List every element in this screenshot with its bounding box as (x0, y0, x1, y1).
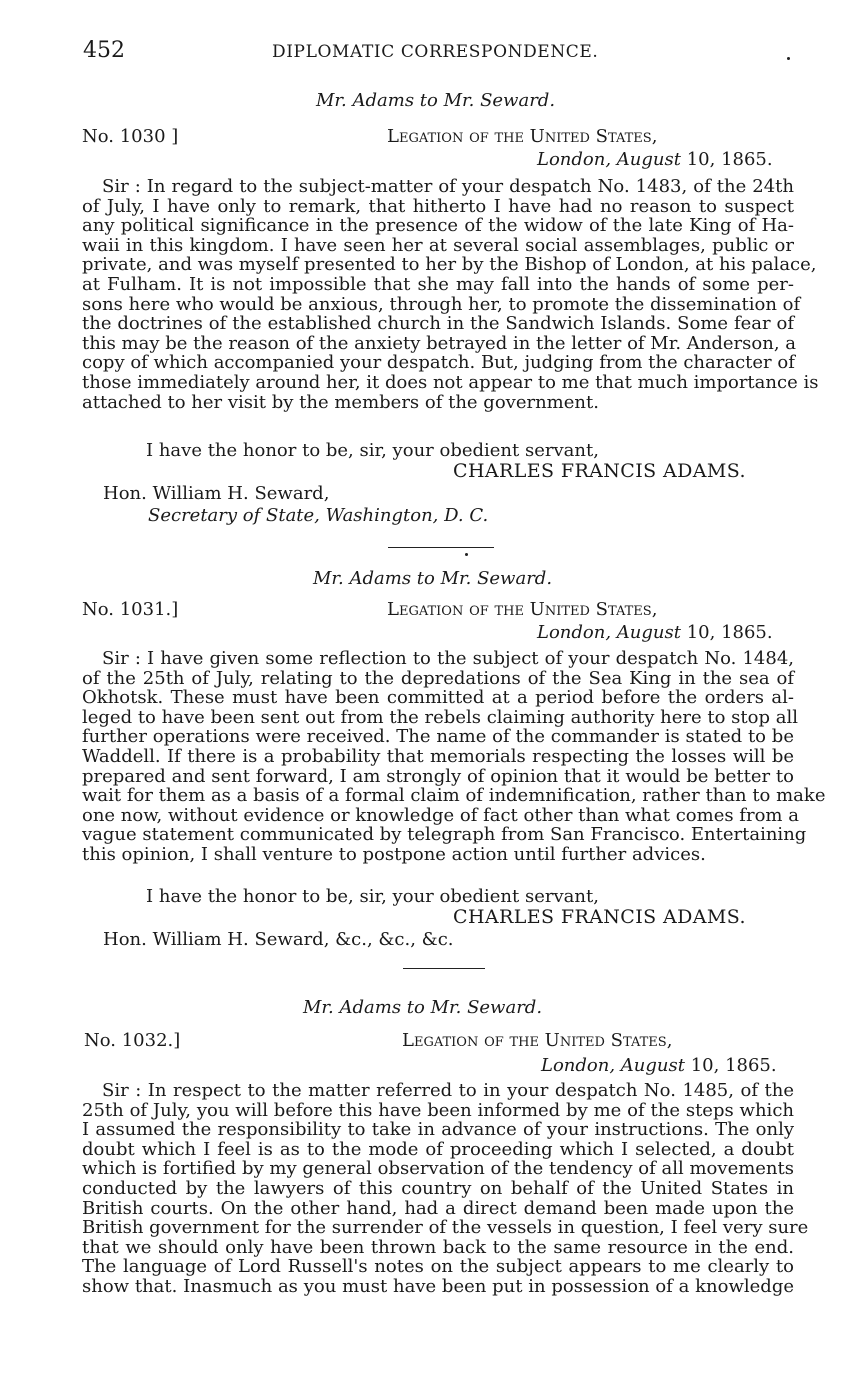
stray-mark (787, 57, 790, 60)
body-line: 25th of July, you will before this have been informed by me of the steps which (82, 1099, 794, 1121)
letter-1-body (82, 176, 819, 413)
running-title: DIPLOMATIC CORRESPONDENCE. (272, 42, 599, 62)
section-divider (403, 968, 485, 969)
letter-2-dateline (537, 622, 773, 643)
letter-2-place: London, (537, 622, 612, 643)
body-line: this may be the reason of the anxiety betrayed in the letter of Mr. Anderson, a (82, 332, 797, 354)
letter-3-number: No. 1032.] (84, 1030, 181, 1051)
letter-3-body (82, 1080, 809, 1297)
letter-2-number: No. 1031.] (82, 599, 179, 620)
body-line: those immediately around her, it does not appear to me that much importance is (82, 371, 819, 393)
body-line: Sir : I have given some reflection to the subject of your despatch No. 1484, (102, 648, 794, 669)
letter-1-closing: I have the honor to be, sir, your obedient servant, (146, 440, 599, 461)
body-line: Sir : In regard to the subject-matter of your despatch No. 1483, of the 24th (102, 176, 794, 197)
body-line: show that. Inasmuch as you must have been put in possession of a knowledge (82, 1275, 794, 1297)
body-line: this opinion, I shall venture to postpone action until further advices. (82, 843, 706, 865)
section-divider (388, 547, 494, 548)
letter-1-place: London, (537, 149, 612, 170)
letter-1-date: 10, 1865. (686, 149, 773, 170)
body-line: of July, I have only to remark, that hitherto I have had no reason to suspect (82, 195, 794, 217)
letter-2-closing: I have the honor to be, sir, your obedient servant, (146, 886, 599, 907)
body-line: at Fulham. It is not impossible that she may fall into the hands of some per- (82, 273, 794, 295)
body-line: Sir : In respect to the matter referred to in your despatch No. 1485, of the (102, 1080, 794, 1101)
body-line: vague statement communicated by telegraph from San Francisco. Entertaining (82, 824, 807, 846)
body-line: attached to her visit by the members of the government. (82, 391, 599, 413)
letter-1-signature: CHARLES FRANCIS ADAMS. (453, 460, 746, 482)
page-number: 452 (83, 38, 125, 63)
body-line: further operations were received. The name of the commander is stated to be (82, 726, 794, 748)
letter-2-month: August (616, 622, 681, 643)
letter-3-date: 10, 1865. (690, 1055, 777, 1076)
letter-2-signature: CHARLES FRANCIS ADAMS. (453, 906, 746, 928)
body-line: British courts. On the other hand, had a direct demand been made upon the (82, 1197, 794, 1219)
stray-mark (465, 553, 468, 556)
body-line: which is fortified by my general observation of the tendency of all movements (82, 1158, 794, 1180)
letter-1-addressee-title: Secretary of State, Washington, D. C. (148, 505, 489, 526)
letter-3-place: London, (541, 1055, 616, 1076)
body-line: copy of which accompanied your despatch. But, judging from the character of (82, 352, 795, 374)
letter-3-dateline (541, 1055, 777, 1076)
letter-2-legation: Legation of the United States, (387, 599, 658, 620)
body-line: doubt which I feel is as to the mode of proceeding which I selected, a doubt (82, 1138, 794, 1160)
body-line: Okhotsk. These must have been committed at a period before the orders al- (82, 687, 794, 709)
letter-1-number: No. 1030 ] (82, 126, 179, 147)
letter-2-addressee: Hon. William H. Seward, &c., &c., &c. (103, 929, 454, 950)
letter-3-legation: Legation of the United States, (402, 1030, 673, 1051)
body-line: The language of Lord Russell's notes on the subject appears to me clearly to (82, 1256, 794, 1278)
body-line: prepared and sent forward, I am strongly of opinion that it would be better to (82, 765, 794, 787)
letter-1-legation: Legation of the United States, (387, 126, 658, 147)
body-line: I assumed the responsibility to take in advance of your instructions. The only (82, 1119, 794, 1141)
body-line: one now, without evidence or knowledge of fact other than what comes from a (82, 804, 799, 826)
body-line: conducted by the lawyers of this country on behalf of the United States in (82, 1177, 794, 1199)
body-line: Waddell. If there is a probability that memorials respecting the losses will be (82, 745, 794, 767)
body-line: leged to have been sent out from the rebels claiming authority here to stop all (82, 706, 798, 728)
body-line: waii in this kingdom. I have seen her at several social assemblages, public or (82, 234, 794, 256)
letter-3-month: August (620, 1055, 685, 1076)
body-line: any political significance in the presence of the widow of the late King of Ha- (82, 215, 794, 237)
letter-1-dateline (537, 149, 773, 170)
letter-3-heading: Mr. Adams to Mr. Seward. (303, 997, 543, 1018)
body-line: British government for the surrender of the vessels in question, I feel very sure (82, 1217, 809, 1239)
body-line: that we should only have been thrown back to the same resource in the end. (82, 1236, 794, 1258)
body-line: private, and was myself presented to her by the Bishop of London, at his palace, (82, 254, 817, 276)
letter-1-addressee: Hon. William H. Seward, (103, 483, 330, 504)
body-line: of the 25th of July, relating to the depredations of the Sea King in the sea of (82, 667, 794, 689)
letter-1-month: August (616, 149, 681, 170)
letter-1-heading: Mr. Adams to Mr. Seward. (316, 90, 556, 111)
body-line: the doctrines of the established church in the Sandwich Islands. Some fear of (82, 313, 794, 335)
body-line: wait for them as a basis of a formal claim of indemnification, rather than to make (82, 785, 826, 807)
letter-2-date: 10, 1865. (686, 622, 773, 643)
body-line: sons here who would be anxious, through her, to promote the dissemination of (82, 293, 801, 315)
letter-2-heading: Mr. Adams to Mr. Seward. (313, 568, 553, 589)
letter-2-body (82, 648, 826, 865)
